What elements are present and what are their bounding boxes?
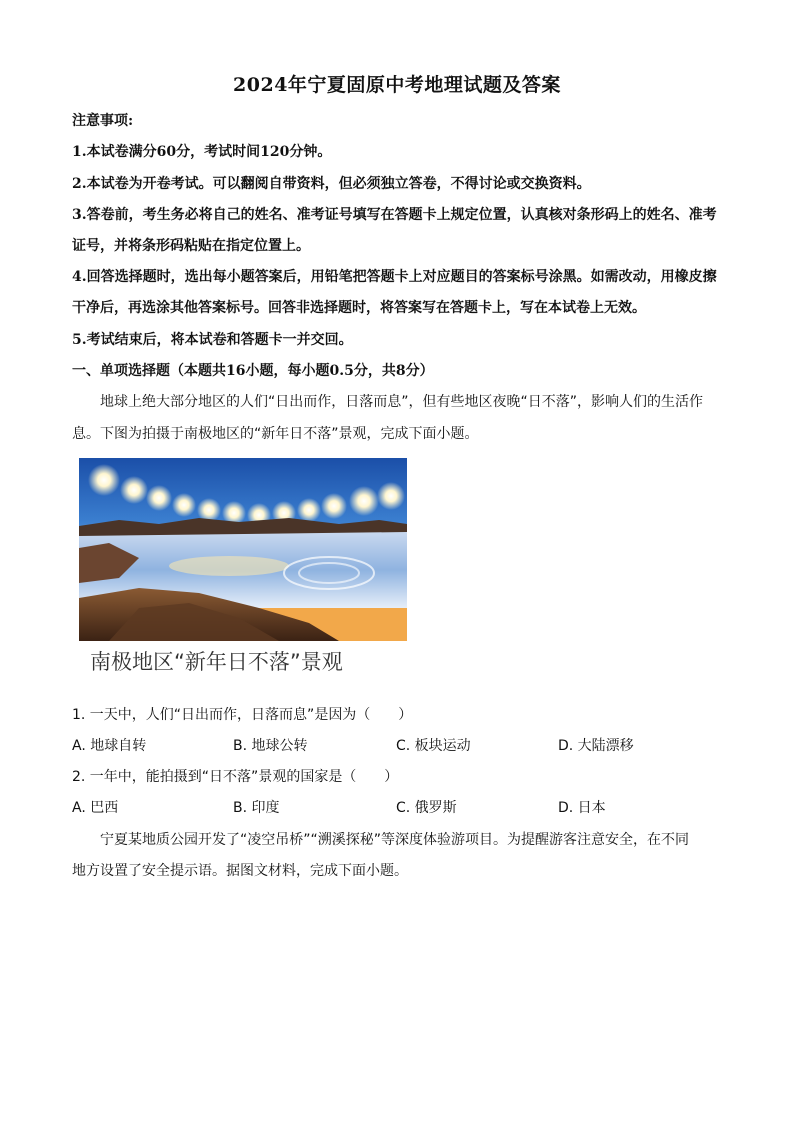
intro-paragraph-line: 宁夏某地质公园开发了“凌空吊桥”“溯溪探秘”等深度体验游项目。为提醒游客注意安全，在不同: [100, 832, 690, 848]
question-option: D. 大陆漂移: [558, 738, 634, 754]
notice-item: 4.回答选择题时，选出每小题答案后，用铅笔把答题卡上对应题目的答案标号涂黑。如需改动，用橡皮擦: [72, 269, 717, 285]
question-option: A. 地球自转: [72, 738, 147, 754]
notice-item: 1.本试卷满分60分，考试时间120分钟。: [72, 144, 332, 160]
question-option: B. 印度: [233, 800, 280, 816]
section-heading: 一、单项选择题（本题共16小题，每小题0.5分，共8分）: [72, 363, 434, 379]
question-stem: 1. 一天中，人们“日出而作，日落而息”是因为（ ）: [72, 707, 413, 723]
notice-item: 5.考试结束后，将本试卷和答题卡一并交回。: [72, 332, 353, 348]
question-option: D. 日本: [558, 800, 606, 816]
notice-item: 3.答卷前，考生务必将自己的姓名、准考证号填写在答题卡上规定位置，认真核对条形码上的姓名、准考: [72, 207, 717, 223]
question-option: C. 板块运动: [396, 738, 471, 754]
notice-heading: 注意事项:: [72, 113, 134, 129]
question-stem: 2. 一年中，能拍摄到“日不落”景观的国家是（ ）: [72, 769, 399, 785]
intro-paragraph-line: 息。下图为拍摄于南极地区的“新年日不落”景观，完成下面小题。: [72, 426, 479, 442]
question-option: B. 地球公转: [233, 738, 308, 754]
intro-paragraph-line: 地方设置了安全提示语。据图文材料，完成下面小题。: [72, 863, 408, 879]
notice-item: 证号，并将条形码粘贴在指定位置上。: [72, 238, 310, 254]
page-title: 2024年宁夏固原中考地理试题及答案: [233, 74, 561, 96]
notice-item: 干净后，再选涂其他答案标号。回答非选择题时，将答案写在答题卡上，写在本试卷上无效。: [72, 300, 646, 316]
intro-paragraph-line: 地球上绝大部分地区的人们“日出而作，日落而息”，但有些地区夜晚“日不落”，影响人们的生活作: [100, 394, 704, 410]
antarctic-midnight-sun-photo: [79, 458, 407, 641]
question-option: C. 俄罗斯: [396, 800, 457, 816]
image-caption: 南极地区“新年日不落”景观: [90, 650, 343, 674]
question-option: A. 巴西: [72, 800, 119, 816]
notice-item: 2.本试卷为开卷考试。可以翻阅自带资料，但必须独立答卷，不得讨论或交换资料。: [72, 176, 591, 192]
